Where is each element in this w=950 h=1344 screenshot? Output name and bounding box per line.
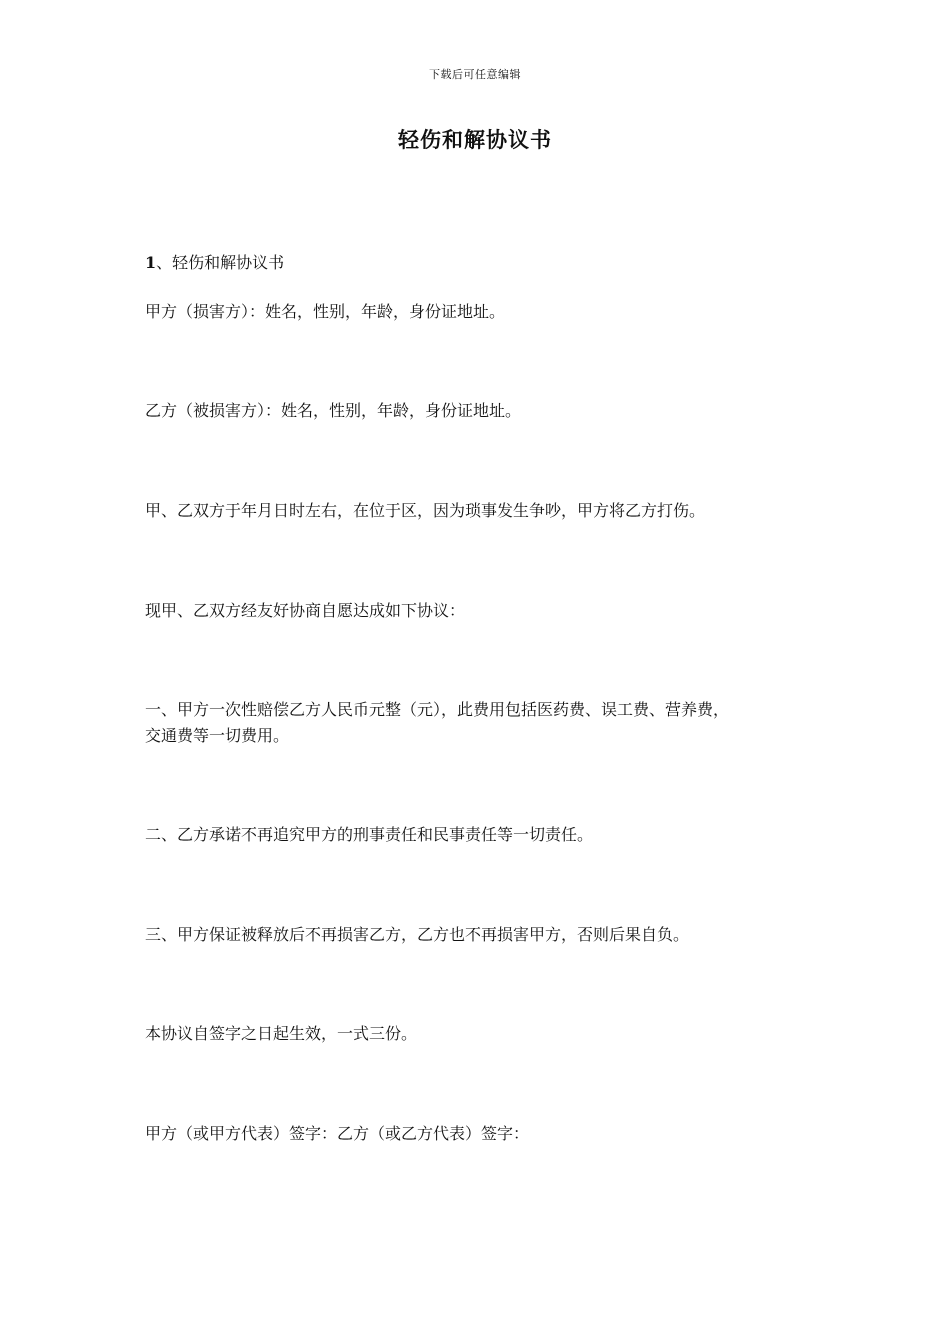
clause-1-line-1: 一、甲方一次性赔偿乙方人民币元整（元），此费用包括医药费、误工费、营养费， [145,700,730,719]
incident-paragraph: 甲、乙双方于年月日时左右，在位于区，因为琐事发生争吵，甲方将乙方打伤。 [145,501,706,520]
clause-3-paragraph: 三、甲方保证被释放后不再损害乙方，乙方也不再损害甲方，否则后果自负。 [145,925,690,944]
clause-1-line-2: 交通费等一切费用。 [145,726,290,745]
section-separator: 、 [156,253,173,272]
signature-line: 甲方（或甲方代表）签字：乙方（或乙方代表）签字： [145,1124,530,1143]
clause-1-paragraph [145,697,805,749]
document-title: 轻伤和解协议书 [398,127,552,152]
agreement-intro-paragraph: 现甲、乙双方经友好协商自愿达成如下协议： [145,601,466,620]
section-heading [145,250,805,276]
effective-date-paragraph: 本协议自签字之日起生效，一式三份。 [145,1024,418,1043]
party-b-paragraph: 乙方（被损害方）：姓名，性别，年龄，身份证地址。 [145,401,522,420]
page-header-note: 下载后可任意编辑 [429,68,521,81]
section-number: 1 [145,253,157,272]
clause-2-paragraph: 二、乙方承诺不再追究甲方的刑事责任和民事责任等一切责任。 [145,825,594,844]
party-a-paragraph: 甲方（损害方）：姓名，性别，年龄，身份证地址。 [145,302,506,321]
section-heading-text: 轻伤和解协议书 [172,253,285,272]
